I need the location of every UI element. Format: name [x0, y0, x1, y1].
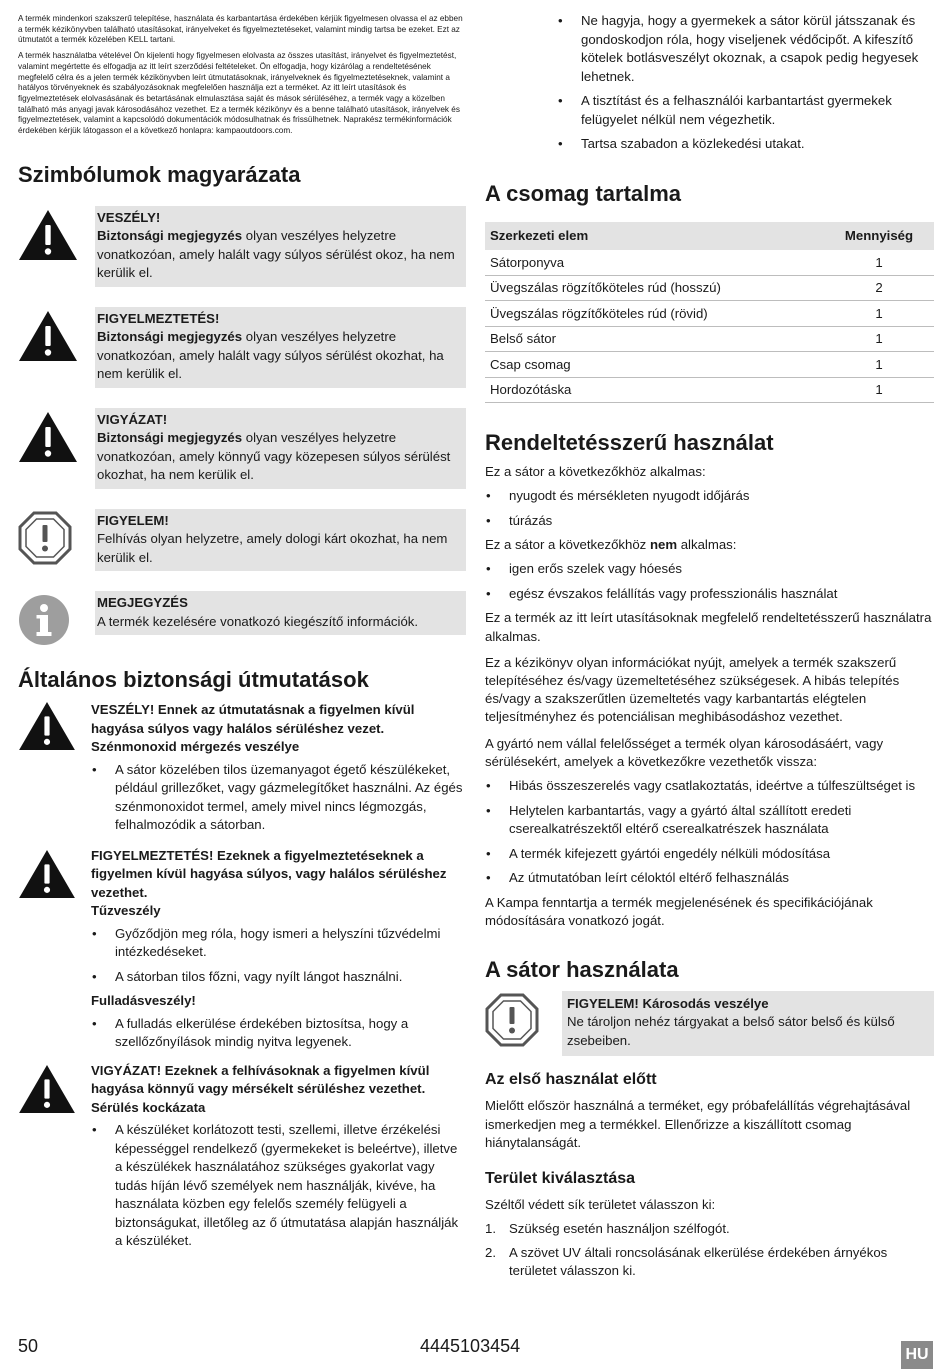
safety-warning-list-suffocation — [91, 1015, 466, 1052]
warning-triangle-icon — [18, 847, 78, 904]
list-item: • nyugodt és mérsékleten nyugodt időjárás — [485, 487, 934, 506]
list-item: • A fulladás elkerülése érdekében biztosítsa, hogy a szellőzőnyílások mindig nyitva legyenek. — [91, 1015, 466, 1052]
symbol-notice-title: FIGYELEM! — [97, 512, 169, 528]
symbol-danger — [18, 206, 466, 287]
quantity-cell: 1 — [824, 301, 934, 327]
safety-danger-heading: VESZÉLY! Ennek az útmutatásnak a figyelmen kívül hagyása súlyos vagy halálos sérüléshez vezet. — [91, 702, 415, 736]
safety-caution — [18, 1062, 466, 1257]
symbol-danger-lead: Biztonsági megjegyzés — [97, 228, 243, 244]
item-cell: Csap csomag — [485, 352, 824, 378]
safety-danger-sub: Szénmonoxid mérgezés veszélye — [91, 739, 300, 755]
suitable-intro: Ez a sátor a következőkhöz alkalmas: — [485, 464, 706, 479]
symbol-danger-title: VESZÉLY! — [97, 209, 161, 225]
safety-warning-sub-fire: Tűzveszély — [91, 903, 161, 919]
symbol-notice — [18, 509, 466, 572]
package-table — [485, 222, 934, 404]
quantity-cell: 1 — [824, 250, 934, 276]
step-text: A szövet UV általi roncsolásának elkerülése érdekében árnyékos területet válasszon ki. — [509, 1244, 888, 1279]
list-item: • Tartsa szabadon a közlekedési utakat. — [557, 135, 934, 154]
notice-octagon-icon — [18, 509, 80, 567]
symbol-warning — [18, 307, 466, 388]
warning-triangle-icon — [18, 307, 80, 365]
warning-triangle-icon — [18, 206, 80, 264]
item-cell: Üvegszálas rögzítőköteles rúd (rövid) — [485, 301, 824, 327]
intended-para-1: Ez a termék az itt leírt utasításoknak megfelelő rendeltetésszerű használatra alkalmas. — [485, 610, 932, 644]
quantity-cell: 1 — [824, 377, 934, 403]
children-safety-list — [557, 12, 934, 154]
symbol-note-title: MEGJEGYZÉS — [97, 595, 188, 611]
safety-warning-sub-suffocation: Fulladásveszély! — [91, 993, 196, 1009]
list-item: • A tisztítást és a felhasználói karbantartást gyermekek felügyelet nélkül nem végezhetik. — [557, 92, 934, 129]
safety-warning-heading: FIGYELMEZTETÉS! Ezeknek a figyelmeztetéseknek a figyelmen kívül hagyása súlyos, vagy halálos sérüléshez vezethet. — [91, 847, 447, 900]
column-header-item: Szerkezeti elem — [485, 222, 824, 250]
intro-paragraph-2: A termék használatba vételével Ön kijelenti hogy figyelmesen elolvasta az összes utasítást, irányelvet és figyelmeztetést, valamint megértette és elfogadja az itt leírt szerződési feltételeket. Ön elfogadja, hogy kizárólag a rendeltetésének megfelelő célra és a jelen termék kézikönyvben leírt útmutatásoknak, irányelveknek és figyelmeztetéseknek, valamint a hatályos törvényeknek és szabályozásoknak megfelelően használja ezt a terméket. Az itt leírt utasítások és figyelmeztetések elolvasásának és betartásának elmulasztása saját és mások sérüléséhez, a termék vagy a közelben található más anyagi javak károsodásához vezethet. Ez a termék kézikönyv és a benne található utasítások, irányelvek és figyelmeztetések, valamint a kapcsolódó dokumentációk módosulhatnak és frissülhetnek. Naprakész termékinformációk érdekében kérjük látogasson el a következő honlapra: kampaoutdoors.com. — [18, 51, 460, 136]
item-cell: Hordozótáska — [485, 377, 824, 403]
symbol-warning-title: FIGYELMEZTETÉS! — [97, 310, 220, 326]
left-column — [18, 14, 466, 1257]
intended-para-4: A Kampa fenntartja a termék megjelenésének és specifikációjának módosítására vonatkozó jogát. — [485, 894, 873, 928]
item-cell: Belső sátor — [485, 326, 824, 352]
liability-causes-list — [485, 777, 934, 888]
table-header-row — [485, 222, 934, 250]
list-item: • Ne hagyja, hogy a gyermekek a sátor körül játsszanak és gondoskodjon róla, hogy viseljenek védőcipőt. A kifeszítő kötelek botlásveszélyt okoznak, a csapok pedig hegyesek lehetnek. — [557, 12, 934, 86]
list-item: • A termék kifejezett gyártói engedély nélküli módosítása — [485, 845, 934, 864]
usage-notice-box — [562, 991, 934, 1057]
symbol-caution-title: VIGYÁZAT! — [97, 411, 168, 427]
not-suitable-list — [485, 560, 934, 603]
site-selection-heading: Terület kiválasztása — [485, 1170, 636, 1188]
list-item — [485, 1220, 934, 1239]
table-row — [485, 250, 934, 276]
language-badge: HU — [901, 1341, 933, 1369]
list-item: • A sátorban tilos főzni, vagy nyílt lángot használni. — [91, 968, 466, 987]
step-text: Szükség esetén használjon szélfogót. — [509, 1221, 730, 1237]
document-code: 4445103454 — [420, 1336, 521, 1356]
safety-caution-heading: VIGYÁZAT! Ezeknek a felhívásoknak a figyelmen kívül hagyása könnyű vagy mérsékelt sérüléshez vezethet. — [91, 1062, 430, 1097]
symbol-note — [18, 591, 466, 649]
safety-caution-sub: Sérülés kockázata — [91, 1099, 206, 1115]
site-selection-steps — [485, 1220, 934, 1281]
warning-triangle-icon — [18, 1062, 78, 1119]
list-item: • A sátor közelében tilos üzemanyagot égető készülékeket, például grillezőket, vagy gázmelegítőket használni. Az égés szénmonoxidot termel, amely mivel nincs légmozgás, felhalmozódik a sátorban. — [91, 761, 466, 835]
safety-danger-content — [91, 701, 466, 841]
intro-paragraph-1: A termék mindenkori szakszerű telepítése, használata és karbantartása érdekében kérjük figyelmesen olvassa el az ebben a termék kézikönyvben található utasításokat, irányelveket és figyelmeztetéseket, valamint mindig tartsa be ezeket. Ezt az útmutatót a termék közelében KELL tartani. — [18, 14, 463, 45]
table-row — [485, 275, 934, 301]
symbol-notice-box — [95, 509, 466, 572]
not-word: nem — [649, 537, 678, 553]
symbol-warning-lead: Biztonsági megjegyzés — [97, 329, 243, 345]
list-item: • igen erős szelek vagy hóesés — [485, 560, 934, 579]
usage-notice-title: FIGYELEM! Károsodás veszélye — [567, 995, 769, 1011]
safety-warning-content — [91, 847, 466, 1058]
symbol-warning-box — [95, 307, 466, 388]
table-row — [485, 301, 934, 327]
safety-danger-list — [91, 761, 466, 835]
suitable-list — [485, 487, 934, 530]
safety-warning — [18, 847, 466, 1058]
safety-caution-content — [91, 1062, 466, 1257]
quantity-cell: 2 — [824, 275, 934, 301]
symbols-heading: Szimbólumok magyarázata — [18, 161, 301, 187]
step-number: 1. — [485, 1221, 496, 1237]
list-item: • A készüléket korlátozott testi, szellemi, illetve érzékelési képességgel rendelkező (gyermekeket is beleértve), illetve a készülékek használatához szükséges gyakorlat vagy tudás híján lévő személyek nem használják, kivéve, ha használata közben egy felelős személy felügyeli a biztonságukat, illetőleg az ő útmutatása alapján használják a készüléket. — [91, 1121, 466, 1251]
package-heading: A csomag tartalma — [485, 180, 682, 206]
first-use-text: Mielőtt először használná a terméket, egy próbafelállítás végrehajtásával ismerkedjen meg a termékkel. Ellenőrizze a kiszállított csomag hiánytalanságát. — [485, 1098, 911, 1150]
step-number: 2. — [485, 1244, 496, 1260]
symbol-caution-box — [95, 408, 466, 489]
info-circle-icon — [18, 591, 80, 649]
safety-warning-list-fire — [91, 925, 466, 987]
safety-heading: Általános biztonsági útmutatások — [18, 667, 369, 693]
right-column — [485, 12, 934, 1286]
intended-para-2: Ez a kézikönyv olyan információkat nyújt, amelyek a termék szakszerű telepítéséhez és/vagy üzemeltetéséhez szükségesek. A hibás telepítés és/vagy a szakszerűtlen üzemeltetés vagy karbantartás elégtelen teljesítményhez és potenciálisan meghibásodáshoz vezethet. — [485, 654, 900, 725]
column-header-quantity: Mennyiség — [824, 222, 934, 250]
item-cell: Üvegszálas rögzítőköteles rúd (hosszú) — [485, 275, 824, 301]
usage-notice-text: Ne tároljon nehéz tárgyakat a belső sátor belső és külső zsebeiben. — [567, 1014, 895, 1048]
intended-use-heading: Rendeltetésszerű használat — [485, 430, 774, 455]
list-item: • Győződjön meg róla, hogy ismeri a helyszíni tűzvédelmi intézkedéseket. — [91, 925, 466, 962]
list-item: • túrázás — [485, 512, 934, 531]
usage-heading: A sátor használata — [485, 956, 679, 982]
list-item: • Helytelen karbantartás, vagy a gyártó által szállított eredeti cserealkatrészektől eltérő cserealkatrészek használata — [485, 802, 934, 839]
item-cell: Sátorponyva — [485, 250, 824, 276]
safety-caution-list — [91, 1121, 466, 1251]
symbol-danger-text: olyan veszélyes helyzetre vonatkozóan, amely halált vagy súlyos sérülést okoz, ha nem kerülik el. — [97, 228, 455, 281]
symbol-notice-text: Felhívás olyan helyzetre, amely dologi kárt okozhat, ha nem kerülik el. — [97, 531, 448, 565]
not-suitable-intro-b: alkalmas: — [677, 537, 737, 553]
not-suitable-intro — [485, 536, 934, 554]
usage-notice — [485, 991, 934, 1057]
site-selection-intro: Széltől védett sík területet válasszon ki: — [485, 1197, 716, 1213]
table-row — [485, 352, 934, 378]
intended-para-3: A gyártó nem vállal felelősséget a termék olyan károsodásáért, vagy sérülésekért, amelyek a következőkre vezethetők vissza: — [485, 735, 884, 769]
symbol-danger-box — [95, 206, 466, 287]
first-use-heading: Az első használat előtt — [485, 1071, 657, 1089]
quantity-cell: 1 — [824, 352, 934, 378]
symbol-caution-text: olyan veszélyes helyzetre vonatkozóan, amely könnyű vagy közepesen súlyos sérülést okozhat, ha nem kerülik el. — [97, 430, 451, 483]
list-item: • Hibás összeszerelés vagy csatlakoztatás, ideértve a túlfeszültséget is — [485, 777, 934, 796]
list-item: • egész évszakos felállítás vagy professzionális használat — [485, 585, 934, 604]
warning-triangle-icon — [18, 408, 80, 466]
table-row — [485, 377, 934, 403]
symbol-caution-lead: Biztonsági megjegyzés — [97, 430, 243, 446]
symbol-warning-text: olyan veszélyes helyzetre vonatkozóan, amely halált vagy súlyos sérülést okozhat, ha nem kerülik el. — [97, 329, 444, 382]
notice-octagon-icon — [485, 991, 547, 1049]
table-row — [485, 326, 934, 352]
safety-danger — [18, 701, 466, 841]
warning-triangle-icon — [18, 701, 78, 756]
list-item — [485, 1244, 934, 1281]
symbol-note-box — [95, 591, 466, 635]
page-number: 50 — [18, 1336, 39, 1356]
symbol-caution — [18, 408, 466, 489]
list-item: • Az útmutatóban leírt céloktól eltérő felhasználás — [485, 869, 934, 888]
quantity-cell: 1 — [824, 326, 934, 352]
symbol-note-text: A termék kezelésére vonatkozó kiegészítő információk. — [97, 613, 419, 629]
not-suitable-intro-a: Ez a sátor a következőkhöz — [485, 537, 650, 553]
